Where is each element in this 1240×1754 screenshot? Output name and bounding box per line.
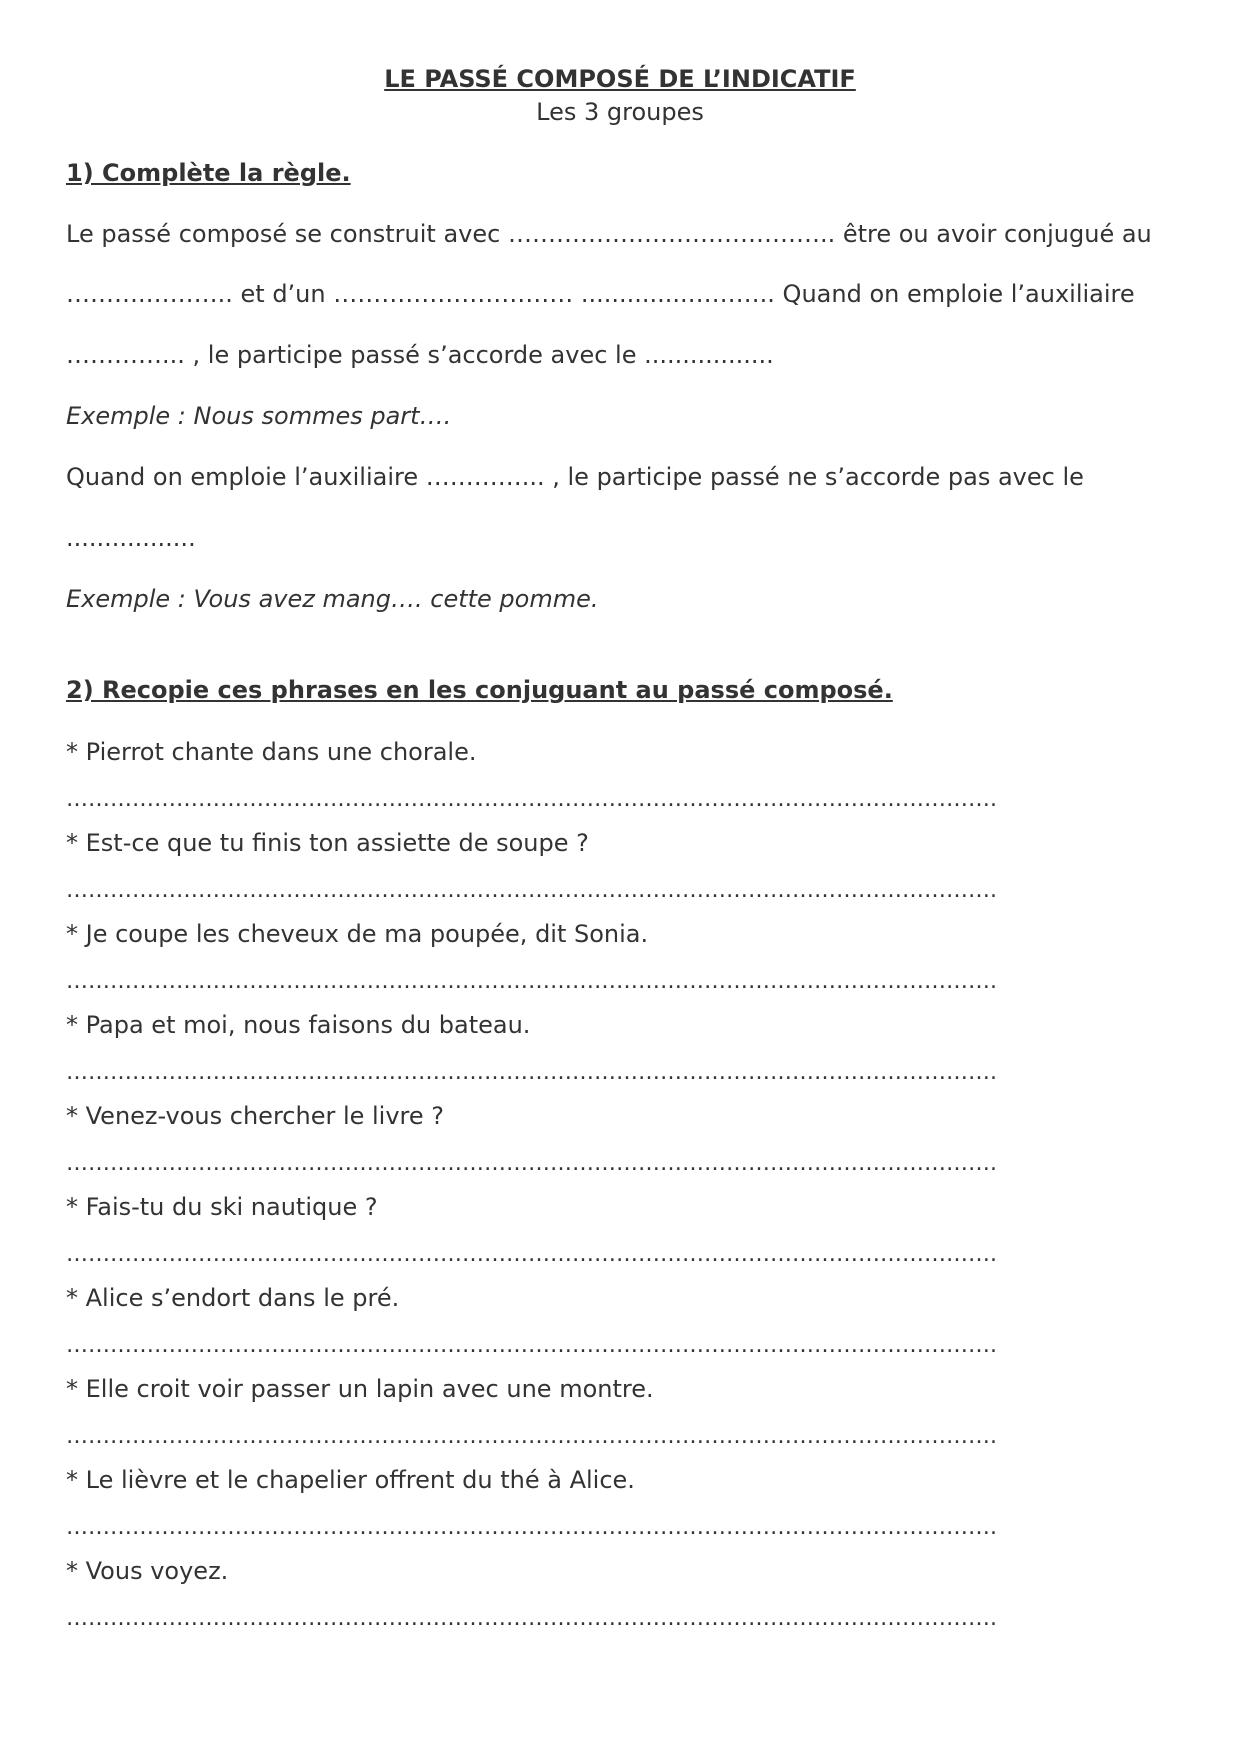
answer-line[interactable]: ……………………………………………………………………………………………………………….	[66, 1606, 997, 1631]
sentence-item: * Je coupe les cheveux de ma poupée, dit Sonia.	[66, 920, 649, 948]
rule-line-3: …………... , le participe passé s’accorde avec le .................	[66, 341, 774, 369]
sentence-item: * Elle croit voir passer un lapin avec une montre.	[66, 1375, 654, 1403]
page-title: LE PASSÉ COMPOSÉ DE L’INDICATIF	[384, 65, 856, 93]
answer-line[interactable]: ……………………………………………………………………………………………………………….	[66, 1424, 997, 1449]
sentence-item: * Est-ce que tu finis ton assiette de soupe ?	[66, 829, 589, 857]
rule-line-4: Quand on emploie l’auxiliaire …………... , le participe passé ne s’accorde pas avec le	[66, 463, 1084, 491]
section-1-heading: 1) Complète la règle.	[66, 159, 351, 187]
sentence-item: * Alice s’endort dans le pré.	[66, 1284, 400, 1312]
answer-line[interactable]: ……………………………………………………………………………………………………………….	[66, 787, 997, 812]
answer-line[interactable]: ……………………………………………………………………………………………………………….	[66, 1333, 997, 1358]
rule-line-5: .................	[66, 524, 196, 552]
section-2-heading: 2) Recopie ces phrases en les conjuguant au passé composé.	[66, 676, 893, 704]
sentence-item: * Papa et moi, nous faisons du bateau.	[66, 1011, 531, 1039]
rule-line-1: Le passé composé se construit avec ………………………………….. être ou avoir conjugué au	[66, 220, 1152, 248]
answer-line[interactable]: ……………………………………………………………………………………………………………….	[66, 878, 997, 903]
page-subtitle: Les 3 groupes	[536, 98, 704, 126]
sentence-item: * Fais-tu du ski nautique ?	[66, 1193, 378, 1221]
sentence-item: * Pierrot chante dans une chorale.	[66, 738, 477, 766]
sentence-item: * Vous voyez.	[66, 1557, 229, 1585]
answer-line[interactable]: ……………………………………………………………………………………………………………….	[66, 1060, 997, 1085]
answer-line[interactable]: ……………………………………………………………………………………………………………….	[66, 969, 997, 994]
answer-line[interactable]: ……………………………………………………………………………………………………………….	[66, 1515, 997, 1540]
rule-line-2: ……….……….. et d’un ………………………… ..............……….. Quand on emploie l’auxiliaire	[66, 280, 1135, 308]
example-1: Exemple : Nous sommes part….	[66, 402, 452, 430]
example-2: Exemple : Vous avez mang…. cette pomme.	[66, 585, 599, 613]
answer-line[interactable]: ……………………………………………………………………………………………………………….	[66, 1151, 997, 1176]
sentence-item: * Venez-vous chercher le livre ?	[66, 1102, 445, 1130]
answer-line[interactable]: ……………………………………………………………………………………………………………….	[66, 1242, 997, 1267]
sentence-item: * Le lièvre et le chapelier offrent du thé à Alice.	[66, 1466, 635, 1494]
